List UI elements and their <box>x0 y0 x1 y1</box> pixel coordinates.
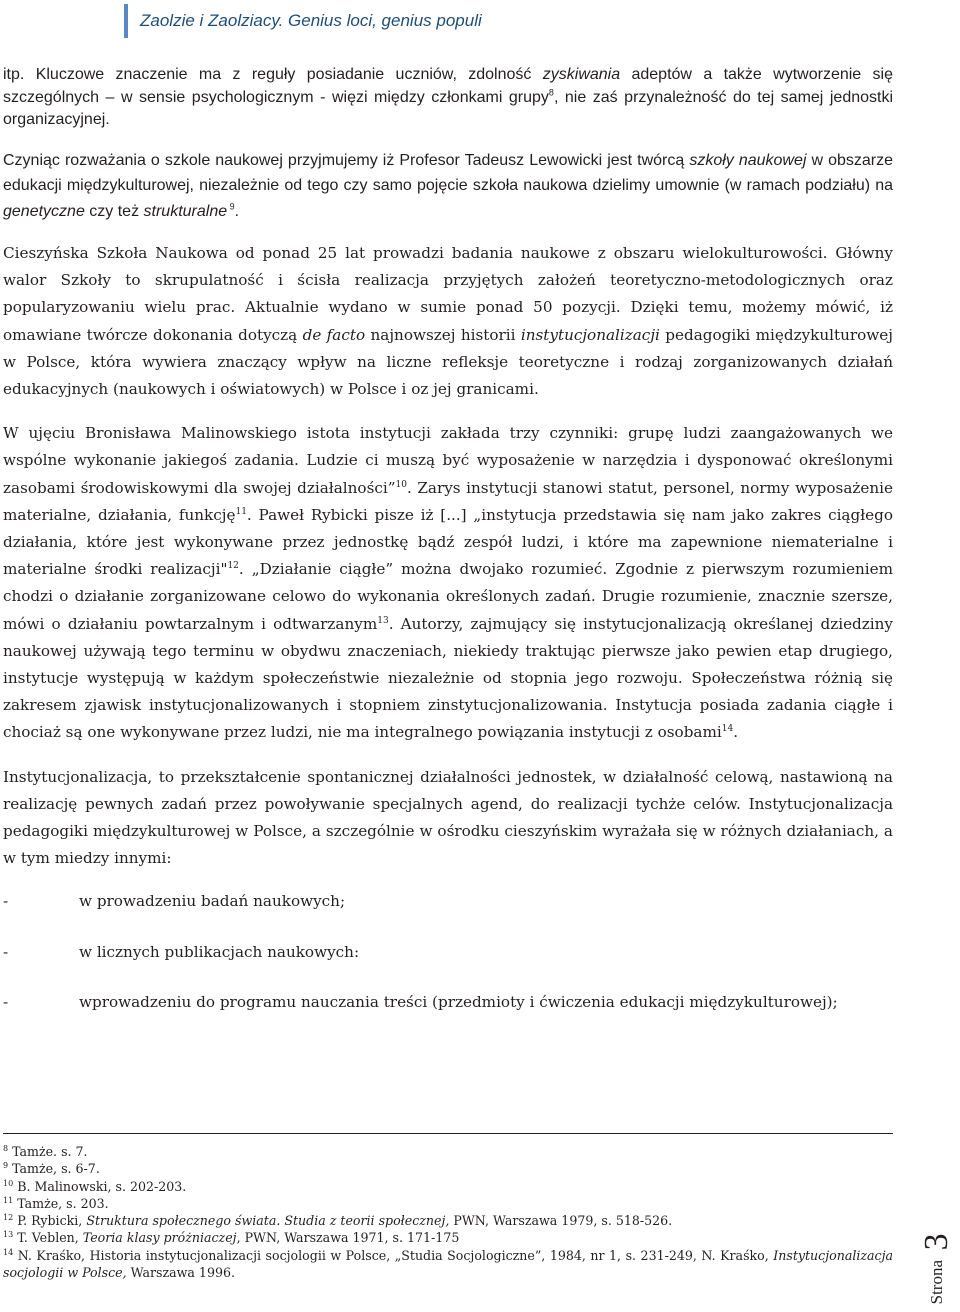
paragraph-5: Instytucjonalizacja, to przekształcenie spontanicznej działalności jednostek, w działalność celową, nastawioną na realizację pewnych zadań przez powoływanie specjalnych agend, do realizacji tychże celów. Instytucjonalizacja pedagogiki międzykulturowej w Polsce, a szczególnie w ośrodku cieszyńskim wyrażała się w różnych działaniach, a w tym miedzy innymi: <box>3 767 893 868</box>
list-dash: - <box>3 942 9 961</box>
footnote-text: PWN, Warszawa 1979, s. 518-526. <box>449 1213 673 1229</box>
footnote-text: Tamże, s. 203. <box>13 1195 109 1211</box>
text-run: itp. Kluczowe znaczenie ma z reguły posiadanie uczniów, zdolność <box>3 66 543 83</box>
list-item-text: w licznych publikacjach naukowych: <box>79 942 360 961</box>
italic-run: instytucjonalizacji <box>520 325 660 344</box>
footnote-text: Warszawa 1996. <box>126 1265 235 1281</box>
text-run: adeptów a także wytworzenie się szczególnych – w sensie psychologicznym - więzi między członkami grupy <box>3 66 894 106</box>
paragraph-3 <box>3 240 893 403</box>
list-item-text: wprowadzeniu do programu nauczania treści (przedmioty i ćwiczenia edukacji międzykulturowej); <box>79 992 838 1011</box>
paragraph-1 <box>3 64 893 132</box>
footnote-title: Struktura społecznego świata. Studia z teorii społecznej, <box>86 1213 450 1229</box>
italic-run: de facto <box>302 325 366 344</box>
main-text <box>3 64 893 1039</box>
footnote-text: T. Veblen, <box>13 1230 83 1246</box>
list-dash: - <box>3 992 9 1011</box>
italic-run: genetyczne <box>3 202 85 220</box>
paragraph-4 <box>3 420 893 746</box>
footnote-text: Tamże, s. 6-7. <box>8 1161 100 1177</box>
footnote-ref[interactable]: 12 <box>227 561 239 572</box>
footnote-ref[interactable]: 10 <box>395 479 407 490</box>
text-run: Czyniąc rozważania o szkole naukowej przyjmujemy iż Profesor Tadeusz Lewowicki jest twórcą <box>3 151 690 169</box>
bullet-list <box>3 888 893 1016</box>
footnote-number: 12 <box>3 1213 14 1222</box>
page-label: Strona <box>927 1259 946 1304</box>
text-run: w obszarze edukacji międzykulturowej, niezależnie od tego czy samo pojęcie szkoła naukowa dzielimy umownie (w ramach podziału) na <box>3 151 893 194</box>
footnote-9 <box>3 1160 893 1177</box>
text-run: W ujęciu Bronisława Malinowskiego istota instytucji zakłada trzy czynniki: grupę ludzi zaangażowanych we wspólne wykonanie jakiegoś zadania. Ludzie ci muszą być wyposażenie w narzędzia i dysponować określonymi zasobami środowiskowymi dla swojej działalności” <box>3 424 893 497</box>
text-run: . Zarys instytucji stanowi statut, personel, normy wyposażenie materialne, działania, funkcję <box>3 478 893 524</box>
paragraph-2 <box>3 148 893 225</box>
footnote-number: 14 <box>3 1247 14 1257</box>
footnote-8 <box>3 1143 893 1160</box>
text-run: pedagogiki międzykulturowej w Polsce, która wywiera znaczący wpływ na liczne refleksje teoretyczne i rodzaj zorganizowanych działań edukacyjnych (naukowych i oświatowych) w Polsce i oz jej granicami. <box>3 325 893 399</box>
footnote-13 <box>3 1229 893 1246</box>
footnote-14 <box>3 1247 893 1282</box>
footnotes <box>3 1133 893 1281</box>
footnote-text: B. Malinowski, s. 202-203. <box>13 1178 187 1194</box>
text-run: Cieszyńska Szkoła Naukowa od ponad 25 lat prowadzi badania naukowe z obszaru wielokulturowości. Główny walor Szkoły to skrupulatność i ścisła realizacja przyjętych założeń teoretyczno-metodologicznych oraz popularyzowaniu wielu prac. Aktualnie wydano w sumie ponad 50 pozycji. Dzięki temu, możemy mówić, iż omawiane twórcze dokonania dotyczą <box>3 244 893 344</box>
header-title: Zaolzie i Zaolziacy. Genius loci, genius populi <box>140 11 482 30</box>
text-run: . „Działanie ciągłe” można dwojako rozumieć. Zgodnie z pierwszym rozumieniem chodzi o działanie zorganizowane celowo do wykonania określonych zadań. Drugie rozumienie, znacznie szersze, mówi o działaniu powtarzalnym i odtwarzanym <box>3 560 893 633</box>
text-run: , nie zaś przynależność do tej samej jednostki organizacyjnej. <box>3 88 894 128</box>
page-number-value: 3 <box>918 1232 955 1250</box>
list-item <box>3 939 893 966</box>
text-run: czy też <box>84 202 144 220</box>
footnote-text: P. Rybicki, <box>13 1213 87 1229</box>
page-number <box>918 1233 956 1304</box>
running-header <box>124 4 482 38</box>
footnote-number: 10 <box>3 1178 14 1188</box>
footnote-number: 11 <box>3 1195 14 1205</box>
footnote-text: N. Kraśko, Historia instytucjonalizacji socjologii w Polsce, „Studia Socjologiczne”, 1984, nr 1, s. 231-249, N. Kraśko, <box>13 1247 774 1263</box>
footnote-title: Instytucjonalizacja socjologii w Polsce, <box>3 1247 893 1281</box>
footnote-ref[interactable]: 13 <box>377 615 389 626</box>
italic-run: szkoły naukowej <box>689 151 807 169</box>
footnote-ref[interactable]: 11 <box>235 506 247 517</box>
text-run: najnowszej historii <box>365 325 521 344</box>
text-run: . <box>733 723 739 742</box>
footnote-text: Tamże. s. 7. <box>8 1144 88 1159</box>
footnote-ref[interactable]: 14 <box>721 724 734 735</box>
footnote-text: , PWN, Warszawa 1971, s. 171-175 <box>236 1230 460 1246</box>
list-item <box>3 989 893 1016</box>
footnote-11 <box>3 1195 893 1212</box>
footnote-10 <box>3 1178 893 1195</box>
text-run: . <box>234 202 240 220</box>
italic-run: strukturalne <box>143 202 228 220</box>
list-item-text: w prowadzeniu badań naukowych; <box>79 892 346 911</box>
list-item <box>3 888 893 915</box>
footnote-number: 13 <box>3 1230 14 1240</box>
footnote-12 <box>3 1212 893 1229</box>
italic-run: zyskiwania <box>542 66 621 83</box>
footnote-ref[interactable]: 8 <box>548 87 554 98</box>
footnote-title: Teoria klasy próżniaczej <box>82 1230 237 1246</box>
text-run: . Autorzy, zajmujący się instytucjonalizacją określanej dziedziny naukowej używają tego terminu w obydwu znaczeniach, niekiedy traktując pierwsze jako pewien etap drugiego, instytucje występują w każdym społeczeństwie niezależnie od stopnia jego rozwoju. Społeczeństwa różnią się zakresem zjawisk instytucjonalizowanych i stopniem zinstytucjonalizowania. Instytucja posiada zadania ciągłe i chociaż są one wykonywane przez ludzi, nie ma integralnego powiązania instytucji z osobami <box>3 614 893 742</box>
footnote-ref[interactable]: 9 <box>227 201 235 212</box>
footnote-number: 9 <box>3 1161 9 1171</box>
text-run: . Paweł Rybicki pisze iż [...] „instytucja przedstawia się nam jako zakres ciągłego działania, które jest wykonywane przez jednostkę bądź zespół ludzi, i które ma zapewnione niematerialne i materialne środki realizacji" <box>3 505 893 579</box>
list-dash: - <box>3 892 9 911</box>
footnote-number: 8 <box>3 1143 9 1153</box>
